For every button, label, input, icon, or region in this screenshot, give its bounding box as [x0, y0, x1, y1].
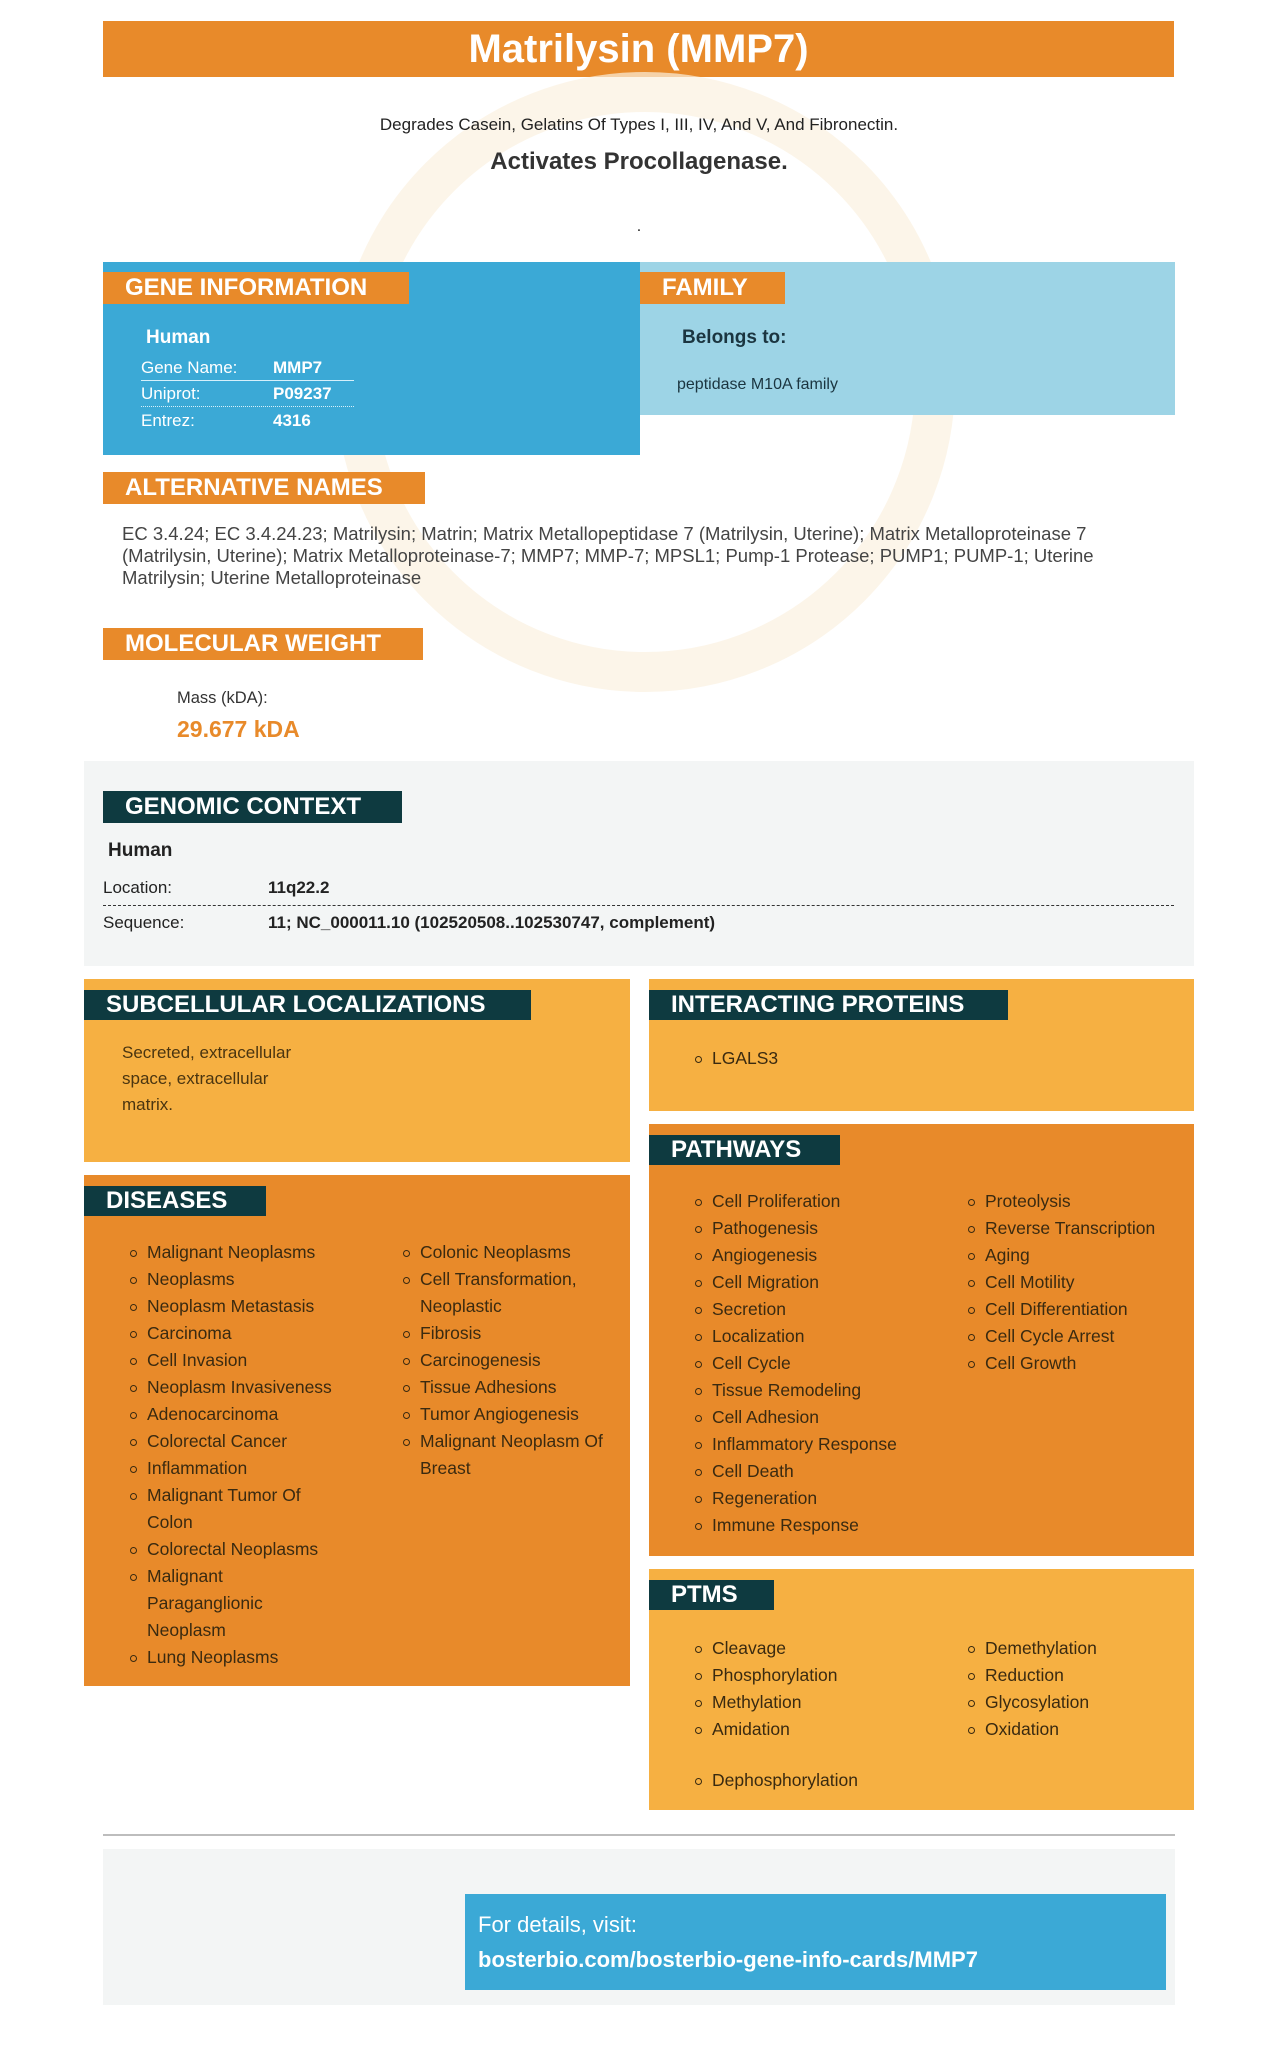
- list-item: [127, 1563, 377, 1644]
- list-item: [400, 1320, 620, 1347]
- summary-line-1: Degrades Casein, Gelatins Of Types I, III, IV, And V, And Fibronectin.: [379, 115, 899, 134]
- list-item-line: Neoplasms: [147, 1269, 235, 1289]
- pathways-panel: [649, 1124, 1194, 1556]
- uniprot-label: Uniprot:: [141, 384, 201, 403]
- entrez-value: 4316: [273, 411, 311, 430]
- ptms-list-col2: [965, 1635, 1185, 1743]
- list-item: Aging: [965, 1242, 1190, 1269]
- list-item: [127, 1455, 377, 1482]
- list-item: Reduction: [965, 1662, 1185, 1689]
- list-item: [400, 1266, 620, 1320]
- list-item-line: Colorectal Cancer: [147, 1431, 288, 1451]
- list-item-line: Tissue Adhesions: [420, 1377, 557, 1397]
- list-item: LGALS3: [692, 1045, 778, 1072]
- subcellular-panel: [84, 979, 630, 1162]
- genomic-context-heading: GENOMIC CONTEXT: [103, 791, 402, 823]
- entrez-row: [141, 409, 354, 433]
- list-item: [127, 1347, 377, 1374]
- pathways-list-col1: [692, 1188, 962, 1539]
- list-item: Localization: [692, 1323, 962, 1350]
- gene-name-value: MMP7: [273, 358, 323, 377]
- list-item: [127, 1536, 377, 1563]
- list-item-line: Cell Invasion: [147, 1350, 248, 1370]
- list-item: Cell Growth: [965, 1350, 1190, 1377]
- list-item: [127, 1482, 377, 1536]
- interacting-proteins-heading: INTERACTING PROTEINS: [649, 990, 1008, 1020]
- location-label: Location:: [103, 878, 172, 897]
- list-item: Cell Differentiation: [965, 1296, 1190, 1323]
- location-value: 11q22.2: [268, 878, 330, 897]
- list-item-line: Malignant Neoplasm Of: [420, 1431, 603, 1451]
- list-item-line: Neoplasm: [147, 1620, 226, 1640]
- subcellular-line: matrix.: [122, 1095, 173, 1114]
- list-item-line: Carcinogenesis: [420, 1350, 541, 1370]
- diseases-panel: [84, 1175, 630, 1686]
- list-item: Immune Response: [692, 1512, 962, 1539]
- list-item: Amidation: [692, 1716, 952, 1743]
- diseases-heading: DISEASES: [84, 1186, 266, 1216]
- genomic-context-panel: [84, 761, 1194, 966]
- details-link-box[interactable]: [465, 1894, 1166, 1990]
- list-item-line: Colorectal Neoplasms: [147, 1539, 319, 1559]
- list-item: Demethylation: [965, 1635, 1185, 1662]
- list-item: Methylation: [692, 1689, 952, 1716]
- list-item: Glycosylation: [965, 1689, 1185, 1716]
- list-item: Cell Motility: [965, 1269, 1190, 1296]
- list-item: Angiogenesis: [692, 1242, 962, 1269]
- page-title: Matrilysin (MMP7): [468, 27, 809, 71]
- sequence-value: 11; NC_000011.10 (102520508..102530747, complement): [268, 913, 716, 932]
- list-item-line: Adenocarcinoma: [147, 1404, 279, 1424]
- list-item: [400, 1401, 620, 1428]
- interacting-proteins-panel: [649, 979, 1194, 1111]
- entrez-label: Entrez:: [141, 411, 195, 430]
- gene-species: Human: [146, 327, 211, 348]
- list-item: [400, 1428, 620, 1482]
- alternative-names-heading: ALTERNATIVE NAMES: [103, 472, 425, 504]
- molecular-weight-heading: MOLECULAR WEIGHT: [103, 628, 423, 660]
- family-belongs-label: Belongs to:: [682, 327, 787, 348]
- subcellular-line: space, extracellular: [122, 1069, 269, 1088]
- list-item: Cell Proliferation: [692, 1188, 962, 1215]
- list-item: Cleavage: [692, 1635, 952, 1662]
- list-item: Pathogenesis: [692, 1215, 962, 1242]
- list-item: Regeneration: [692, 1485, 962, 1512]
- interacting-proteins-list: [692, 1045, 778, 1072]
- footer-panel: [103, 1849, 1175, 2005]
- list-item: Oxidation: [965, 1716, 1185, 1743]
- details-url[interactable]: bosterbio.com/bosterbio-gene-info-cards/MMP7: [478, 1947, 978, 1972]
- list-item-line: Tumor Angiogenesis: [420, 1404, 579, 1424]
- list-item: Inflammatory Response: [692, 1431, 962, 1458]
- list-item-line: Malignant Tumor Of: [147, 1485, 301, 1505]
- list-item: [127, 1401, 377, 1428]
- list-item: Proteolysis: [965, 1188, 1190, 1215]
- diseases-list-col2: [400, 1239, 620, 1482]
- list-item-line: Lung Neoplasms: [147, 1647, 279, 1667]
- list-item: Phosphorylation: [692, 1662, 952, 1689]
- list-item-line: Neoplastic: [420, 1296, 502, 1316]
- list-item: [400, 1374, 620, 1401]
- details-label: For details, visit:: [478, 1912, 637, 1937]
- list-item-line: Malignant: [147, 1566, 223, 1586]
- subcellular-line: Secreted, extracellular: [122, 1043, 292, 1062]
- alternative-names-text: EC 3.4.24; EC 3.4.24.23; Matrilysin; Matrin; Matrix Metallopeptidase 7 (Matrilysin, Uterine); Matrix Metalloproteinase 7 (Matrilysin, Uterine); Matrix Metalloproteinase-7; MMP7; MMP-7; MPSL1; Pump-1 Protease; PUMP1; PUMP-1; Uterine Matrilysin; Uterine Metalloproteinase: [122, 523, 1094, 588]
- list-item-line: Inflammation: [147, 1458, 248, 1478]
- diseases-list-col1: [127, 1239, 377, 1671]
- title-banner: [103, 21, 1174, 77]
- list-item: Tissue Remodeling: [692, 1377, 962, 1404]
- ptms-list-extra: [692, 1767, 992, 1794]
- gene-information-panel: [103, 262, 640, 455]
- list-item: [127, 1428, 377, 1455]
- family-panel: [640, 262, 1175, 415]
- gene-name-row: [141, 356, 354, 381]
- list-item-line: Paraganglionic: [147, 1593, 263, 1613]
- mass-label: Mass (kDA):: [177, 689, 268, 707]
- list-item: Dephosphorylation: [692, 1767, 992, 1794]
- subcellular-text: [122, 1040, 291, 1118]
- list-item-line: Neoplasm Invasiveness: [147, 1377, 332, 1397]
- list-item-line: Colonic Neoplasms: [420, 1242, 571, 1262]
- subcellular-heading: SUBCELLULAR LOCALIZATIONS: [84, 990, 531, 1020]
- list-item-line: Carcinoma: [147, 1323, 232, 1343]
- gene-information-heading: GENE INFORMATION: [103, 272, 409, 304]
- pathways-heading: PATHWAYS: [649, 1135, 840, 1165]
- list-item: [400, 1347, 620, 1374]
- pathways-list-col2: [965, 1188, 1190, 1377]
- summary-dot: .: [636, 218, 642, 235]
- mass-value: 29.677 kDA: [177, 716, 300, 742]
- list-item: Secretion: [692, 1296, 962, 1323]
- list-item: Cell Cycle Arrest: [965, 1323, 1190, 1350]
- summary-line-2: Activates Procollagenase.: [490, 148, 788, 175]
- list-item: [127, 1320, 377, 1347]
- genomic-species: Human: [108, 840, 173, 861]
- list-item-line: Neoplasm Metastasis: [147, 1296, 315, 1316]
- list-item-line: Malignant Neoplasms: [147, 1242, 316, 1262]
- sequence-label: Sequence:: [103, 913, 185, 932]
- family-heading: FAMILY: [640, 272, 785, 304]
- uniprot-row: [141, 382, 354, 407]
- list-item: [127, 1239, 377, 1266]
- list-item: Cell Death: [692, 1458, 962, 1485]
- location-row: [103, 876, 1174, 906]
- family-value: peptidase M10A family: [677, 376, 838, 393]
- ptms-panel: [649, 1569, 1194, 1810]
- list-item: [127, 1644, 377, 1671]
- list-item-line: Breast: [420, 1458, 471, 1478]
- gene-name-label: Gene Name:: [141, 358, 238, 377]
- sequence-row: [103, 911, 1174, 935]
- ptms-list-col1: [692, 1635, 952, 1743]
- list-item-line: Colon: [147, 1512, 193, 1532]
- ptms-heading: PTMS: [649, 1580, 774, 1610]
- list-item-line: Cell Transformation,: [420, 1269, 577, 1289]
- list-item: Cell Adhesion: [692, 1404, 962, 1431]
- list-item: [127, 1266, 377, 1293]
- list-item: Cell Cycle: [692, 1350, 962, 1377]
- list-item: Reverse Transcription: [965, 1215, 1190, 1242]
- list-item: [127, 1374, 377, 1401]
- list-item-line: Fibrosis: [420, 1323, 482, 1343]
- list-item: Cell Migration: [692, 1269, 962, 1296]
- uniprot-value: P09237: [273, 384, 332, 403]
- list-item: [400, 1239, 620, 1266]
- list-item: [127, 1293, 377, 1320]
- footer-divider: [103, 1834, 1175, 1836]
